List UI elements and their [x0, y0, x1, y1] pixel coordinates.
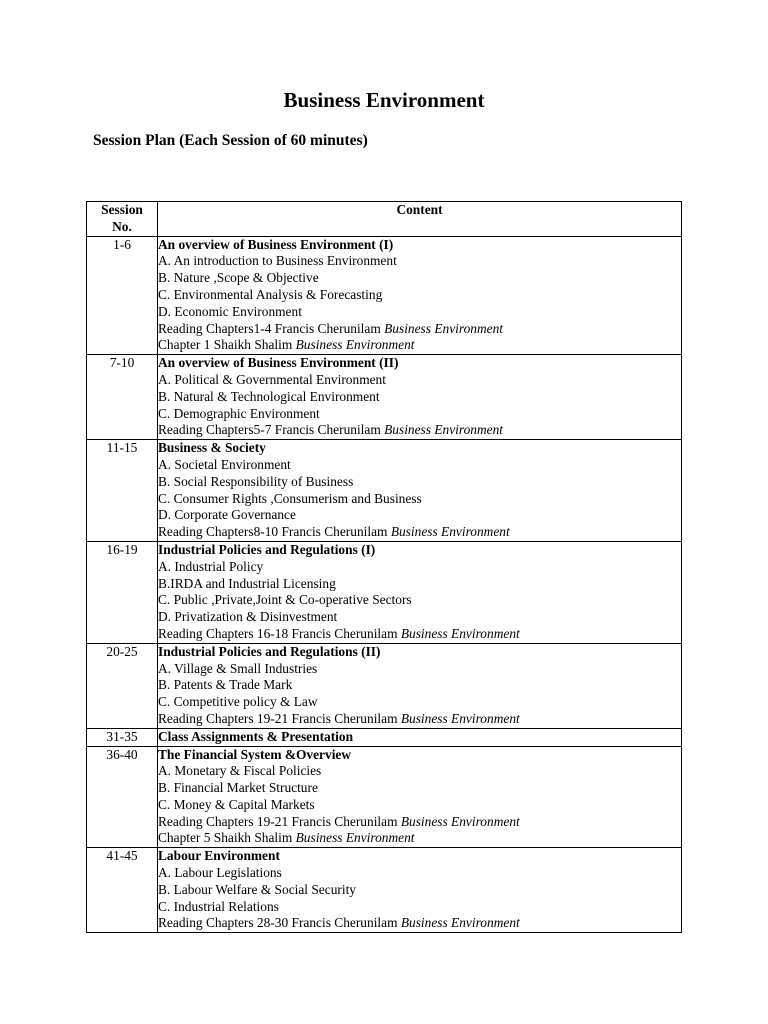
session-plan-table	[86, 201, 682, 933]
session-content	[158, 355, 682, 440]
reading-reference	[158, 337, 681, 354]
session-topic-heading: Labour Environment	[158, 848, 280, 864]
table-row	[87, 355, 682, 440]
book-title: Business Environment	[400, 625, 520, 641]
session-number: 16-19	[87, 541, 158, 643]
subtopic-item: B. Patents & Trade Mark	[158, 677, 293, 693]
session-number: 31-35	[87, 728, 158, 746]
reading-reference	[158, 626, 681, 643]
session-topic-heading: An overview of Business Environment (I)	[158, 236, 394, 252]
subtopic-item: D. Privatization & Disinvestment	[158, 609, 338, 625]
session-content	[158, 643, 682, 728]
content-header: Content	[158, 202, 682, 237]
table-header-row	[87, 202, 682, 237]
subtopic-item: D. Corporate Governance	[158, 507, 296, 523]
session-number: 36-40	[87, 746, 158, 848]
subtopic-item: D. Economic Environment	[158, 303, 302, 319]
subtopic-item: A. Political & Governmental Environment	[158, 371, 386, 387]
session-topic-heading: Industrial Policies and Regulations (II)	[158, 643, 381, 659]
subtopic-item: C. Industrial Relations	[158, 898, 279, 914]
subtopic-item: C. Competitive policy & Law	[158, 694, 318, 710]
subtopic-item: C. Public ,Private,Joint & Co-operative Sectors	[158, 592, 412, 608]
session-number: 41-45	[87, 848, 158, 933]
table-row	[87, 440, 682, 542]
book-title: Business Environment	[384, 320, 503, 336]
reading-text: Reading Chapters5-7 Francis Cherunilam	[158, 422, 385, 438]
reading-text: Reading Chapters 16-18 Francis Cherunilam	[158, 625, 401, 641]
session-topic-heading: An overview of Business Environment (II)	[158, 355, 399, 371]
subtopic-item: B. Social Responsibility of Business	[158, 473, 354, 489]
table-row	[87, 746, 682, 848]
table-row	[87, 236, 682, 355]
reading-reference	[158, 915, 681, 932]
book-title: Business Environment	[400, 915, 520, 931]
reading-text: Chapter 1 Shaikh Shalim	[158, 337, 296, 353]
book-title: Business Environment	[390, 524, 510, 540]
session-topic-heading: Class Assignments & Presentation	[158, 728, 354, 744]
book-title: Business Environment	[400, 813, 520, 829]
reading-reference	[158, 321, 681, 338]
subtopic-item: A. Monetary & Fiscal Policies	[158, 763, 322, 779]
reading-text: Reading Chapters 28-30 Francis Cherunilam	[158, 915, 401, 931]
book-title: Business Environment	[400, 710, 520, 726]
reading-text: Reading Chapters 19-21 Francis Cherunilam	[158, 813, 401, 829]
session-number: 7-10	[87, 355, 158, 440]
subtopic-item: C. Money & Capital Markets	[158, 796, 315, 812]
session-number: 20-25	[87, 643, 158, 728]
session-content	[158, 440, 682, 542]
subtopic-item: C. Environmental Analysis & Forecasting	[158, 286, 383, 302]
session-topic-heading: Industrial Policies and Regulations (I)	[158, 541, 376, 557]
reading-reference	[158, 830, 681, 847]
session-no-header: Session No.	[87, 202, 158, 237]
session-plan-subtitle: Session Plan (Each Session of 60 minutes)	[93, 132, 368, 149]
session-topic-heading: The Financial System &Overview	[158, 746, 352, 762]
reading-reference	[158, 814, 681, 831]
subtopic-item: A. Industrial Policy	[158, 558, 264, 574]
subtopic-item: A. An introduction to Business Environment	[158, 253, 397, 269]
session-content	[158, 746, 682, 848]
subtopic-item: B. Natural & Technological Environment	[158, 388, 380, 404]
subtopic-item: B. Financial Market Structure	[158, 780, 318, 796]
book-title: Business Environment	[295, 830, 415, 846]
subtopic-item: A. Labour Legislations	[158, 865, 282, 881]
session-content	[158, 541, 682, 643]
page-title: Business Environment	[283, 88, 485, 112]
subtopic-item: B.IRDA and Industrial Licensing	[158, 575, 336, 591]
subtopic-item: C. Consumer Rights ,Consumerism and Business	[158, 490, 422, 506]
reading-text: Reading Chapters1-4 Francis Cherunilam	[158, 320, 385, 336]
reading-text: Reading Chapters8-10 Francis Cherunilam	[158, 524, 391, 540]
table-row	[87, 643, 682, 728]
reading-reference	[158, 711, 681, 728]
book-title: Business Environment	[384, 422, 503, 438]
subtopic-item: B. Nature ,Scope & Objective	[158, 270, 319, 286]
reading-reference	[158, 524, 681, 541]
subtopic-item: A. Village & Small Industries	[158, 660, 318, 676]
session-content	[158, 848, 682, 933]
session-number: 1-6	[87, 236, 158, 355]
reading-text: Chapter 5 Shaikh Shalim	[158, 830, 296, 846]
book-title: Business Environment	[295, 337, 415, 353]
session-content	[158, 236, 682, 355]
reading-text: Reading Chapters 19-21 Francis Cherunilam	[158, 710, 401, 726]
table-row	[87, 541, 682, 643]
table-body	[87, 236, 682, 933]
subtopic-item: A. Societal Environment	[158, 456, 291, 472]
table-row	[87, 848, 682, 933]
subtopic-item: C. Demographic Environment	[158, 405, 320, 421]
session-number: 11-15	[87, 440, 158, 542]
table-row	[87, 728, 682, 746]
session-topic-heading: Business & Society	[158, 440, 266, 456]
session-content	[158, 728, 682, 746]
reading-reference	[158, 422, 681, 439]
subtopic-item: B. Labour Welfare & Social Security	[158, 881, 356, 897]
